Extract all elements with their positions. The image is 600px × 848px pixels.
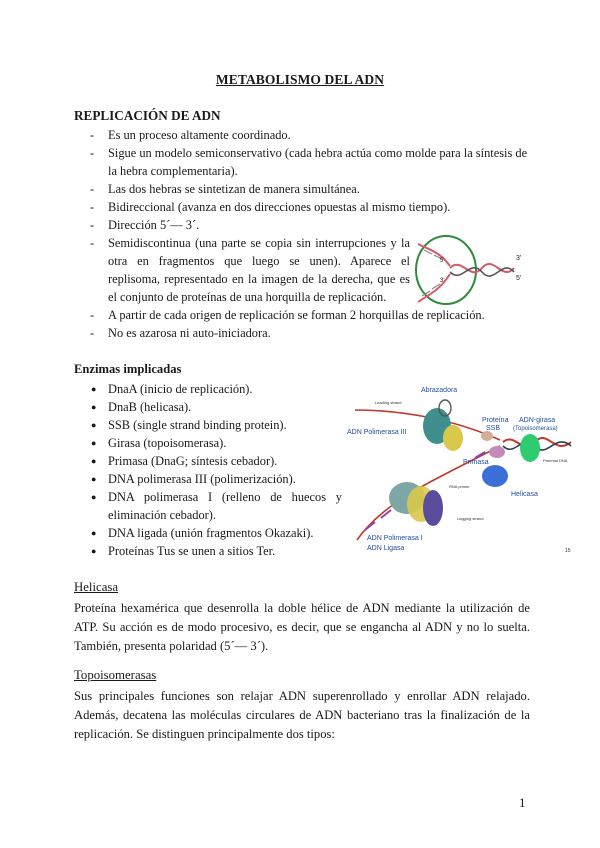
ssb-blob [481, 431, 493, 441]
enzymes-heading: Enzimas implicadas [74, 362, 182, 376]
list-item: - Semidiscontinua (una parte se copia sin interrupciones y la otra en fragmentos que luego se unen). Aparece el replisoma, representado en la imagen de la derecha, que es el conjunto de proteínas de una horquilla de replicación. [90, 236, 410, 304]
label-parental-dna: Parental DNA [543, 458, 568, 463]
pol3-bottom-c [423, 490, 443, 526]
label-rna-primer: RNA primer [449, 484, 470, 489]
list-item: - Es un proceso altamente coordinado. [90, 128, 291, 142]
list-item: - No es azarosa ni auto-iniciadora. [90, 326, 271, 340]
label-helicasa: Helicasa [511, 491, 538, 498]
replisome-figure [345, 380, 575, 558]
primasa-blob [489, 446, 505, 458]
list-item: - Las dos hebras se sintetizan de manera simultánea. [90, 182, 360, 196]
list-item: - Dirección 5´— 3´. [90, 218, 200, 232]
page-number: 1 [519, 795, 526, 810]
list-item: ● DNA polimerasa III (polimerización). [91, 472, 296, 486]
label-3prime-right: 3' [516, 255, 522, 262]
label-lagging-strand: Lagging strand [457, 516, 484, 521]
label-adn-pol1: ADN Polimerasa I [367, 535, 423, 542]
helicasa-paragraph: Proteína hexamérica que desenrolla la doble hélice de ADN mediante la utilización de ATP. Su acción es de modo procesivo, es decir, que se engancha al ADN y no lo suelta. También, presenta polaridad (5´— 3´). [74, 601, 530, 653]
label-proteina: Proteína [482, 417, 509, 424]
list-item: ● DNA polimerasa I (relleno de huecos y eliminación cebador). [91, 490, 342, 522]
list-item: ● Proteínas Tus se unen a sitios Ter. [91, 544, 276, 558]
list-item: ● DnaA (inicio de replicación). [91, 382, 253, 396]
list-item: ● SSB (single strand binding protein). [91, 418, 287, 432]
label-topoisomerasa: (Topoisomerasa) [513, 426, 558, 432]
replication-fork-figure [410, 232, 530, 316]
list-item: - Sigue un modelo semiconservativo (cada hebra actúa como molde para la síntesis de la hebra complementaria). [90, 146, 528, 178]
page-title: METABOLISMO DEL ADN [215, 72, 385, 87]
label-5prime-right: 5' [516, 275, 522, 282]
label-adn-ligasa: ADN Ligasa [367, 545, 405, 552]
helicasa-blob [482, 465, 508, 487]
helicasa-heading: Helicasa [74, 580, 119, 594]
label-adn-girasa: ADN-girasa [519, 417, 556, 424]
label-abrazadora: Abrazadora [421, 387, 458, 394]
pol3-top-b [443, 425, 463, 451]
gyrase-blob [520, 434, 540, 462]
lagging-fragments [422, 250, 445, 296]
topoisomerasas-heading: Topoisomerasas [74, 668, 157, 682]
list-item: - Bidireccional (avanza en dos direcciones opuestas al mismo tiempo). [90, 200, 451, 214]
label-adn-pol3: ADN Polimerasa III [347, 429, 407, 436]
list-item: ● Primasa (DnaG; síntesis cebador). [91, 454, 278, 468]
list-item: ● DnaB (helicasa). [91, 400, 192, 414]
label-ssb: SSB [486, 425, 501, 432]
list-item: - A partir de cada origen de replicación se forman 2 horquillas de replicación. [90, 308, 485, 322]
list-item: ● Girasa (topoisomerasa). [91, 436, 227, 450]
topoisomerasas-paragraph: Sus principales funciones son relajar ADN superenrollado y enrollar ADN relajado. Además, decatena las moléculas circulares de ADN bacteriano tras la finalización de la replicación. Se distinguen principalmente dos tipos: [74, 689, 530, 741]
label-3prime-left: 3' [440, 278, 445, 284]
label-leading-strand: Leading strand [375, 400, 402, 405]
figure-background [345, 380, 575, 558]
list-item: ● DNA ligada (unión fragmentos Okazaki). [91, 526, 314, 540]
label-primasa: Primasa [463, 459, 489, 466]
label-5prime-left: 5' [440, 258, 445, 264]
enzymes-list [90, 380, 342, 560]
figure-page-number: 15 [565, 548, 571, 554]
section-heading-replicacion: REPLICACIÓN DE ADN [74, 108, 221, 123]
